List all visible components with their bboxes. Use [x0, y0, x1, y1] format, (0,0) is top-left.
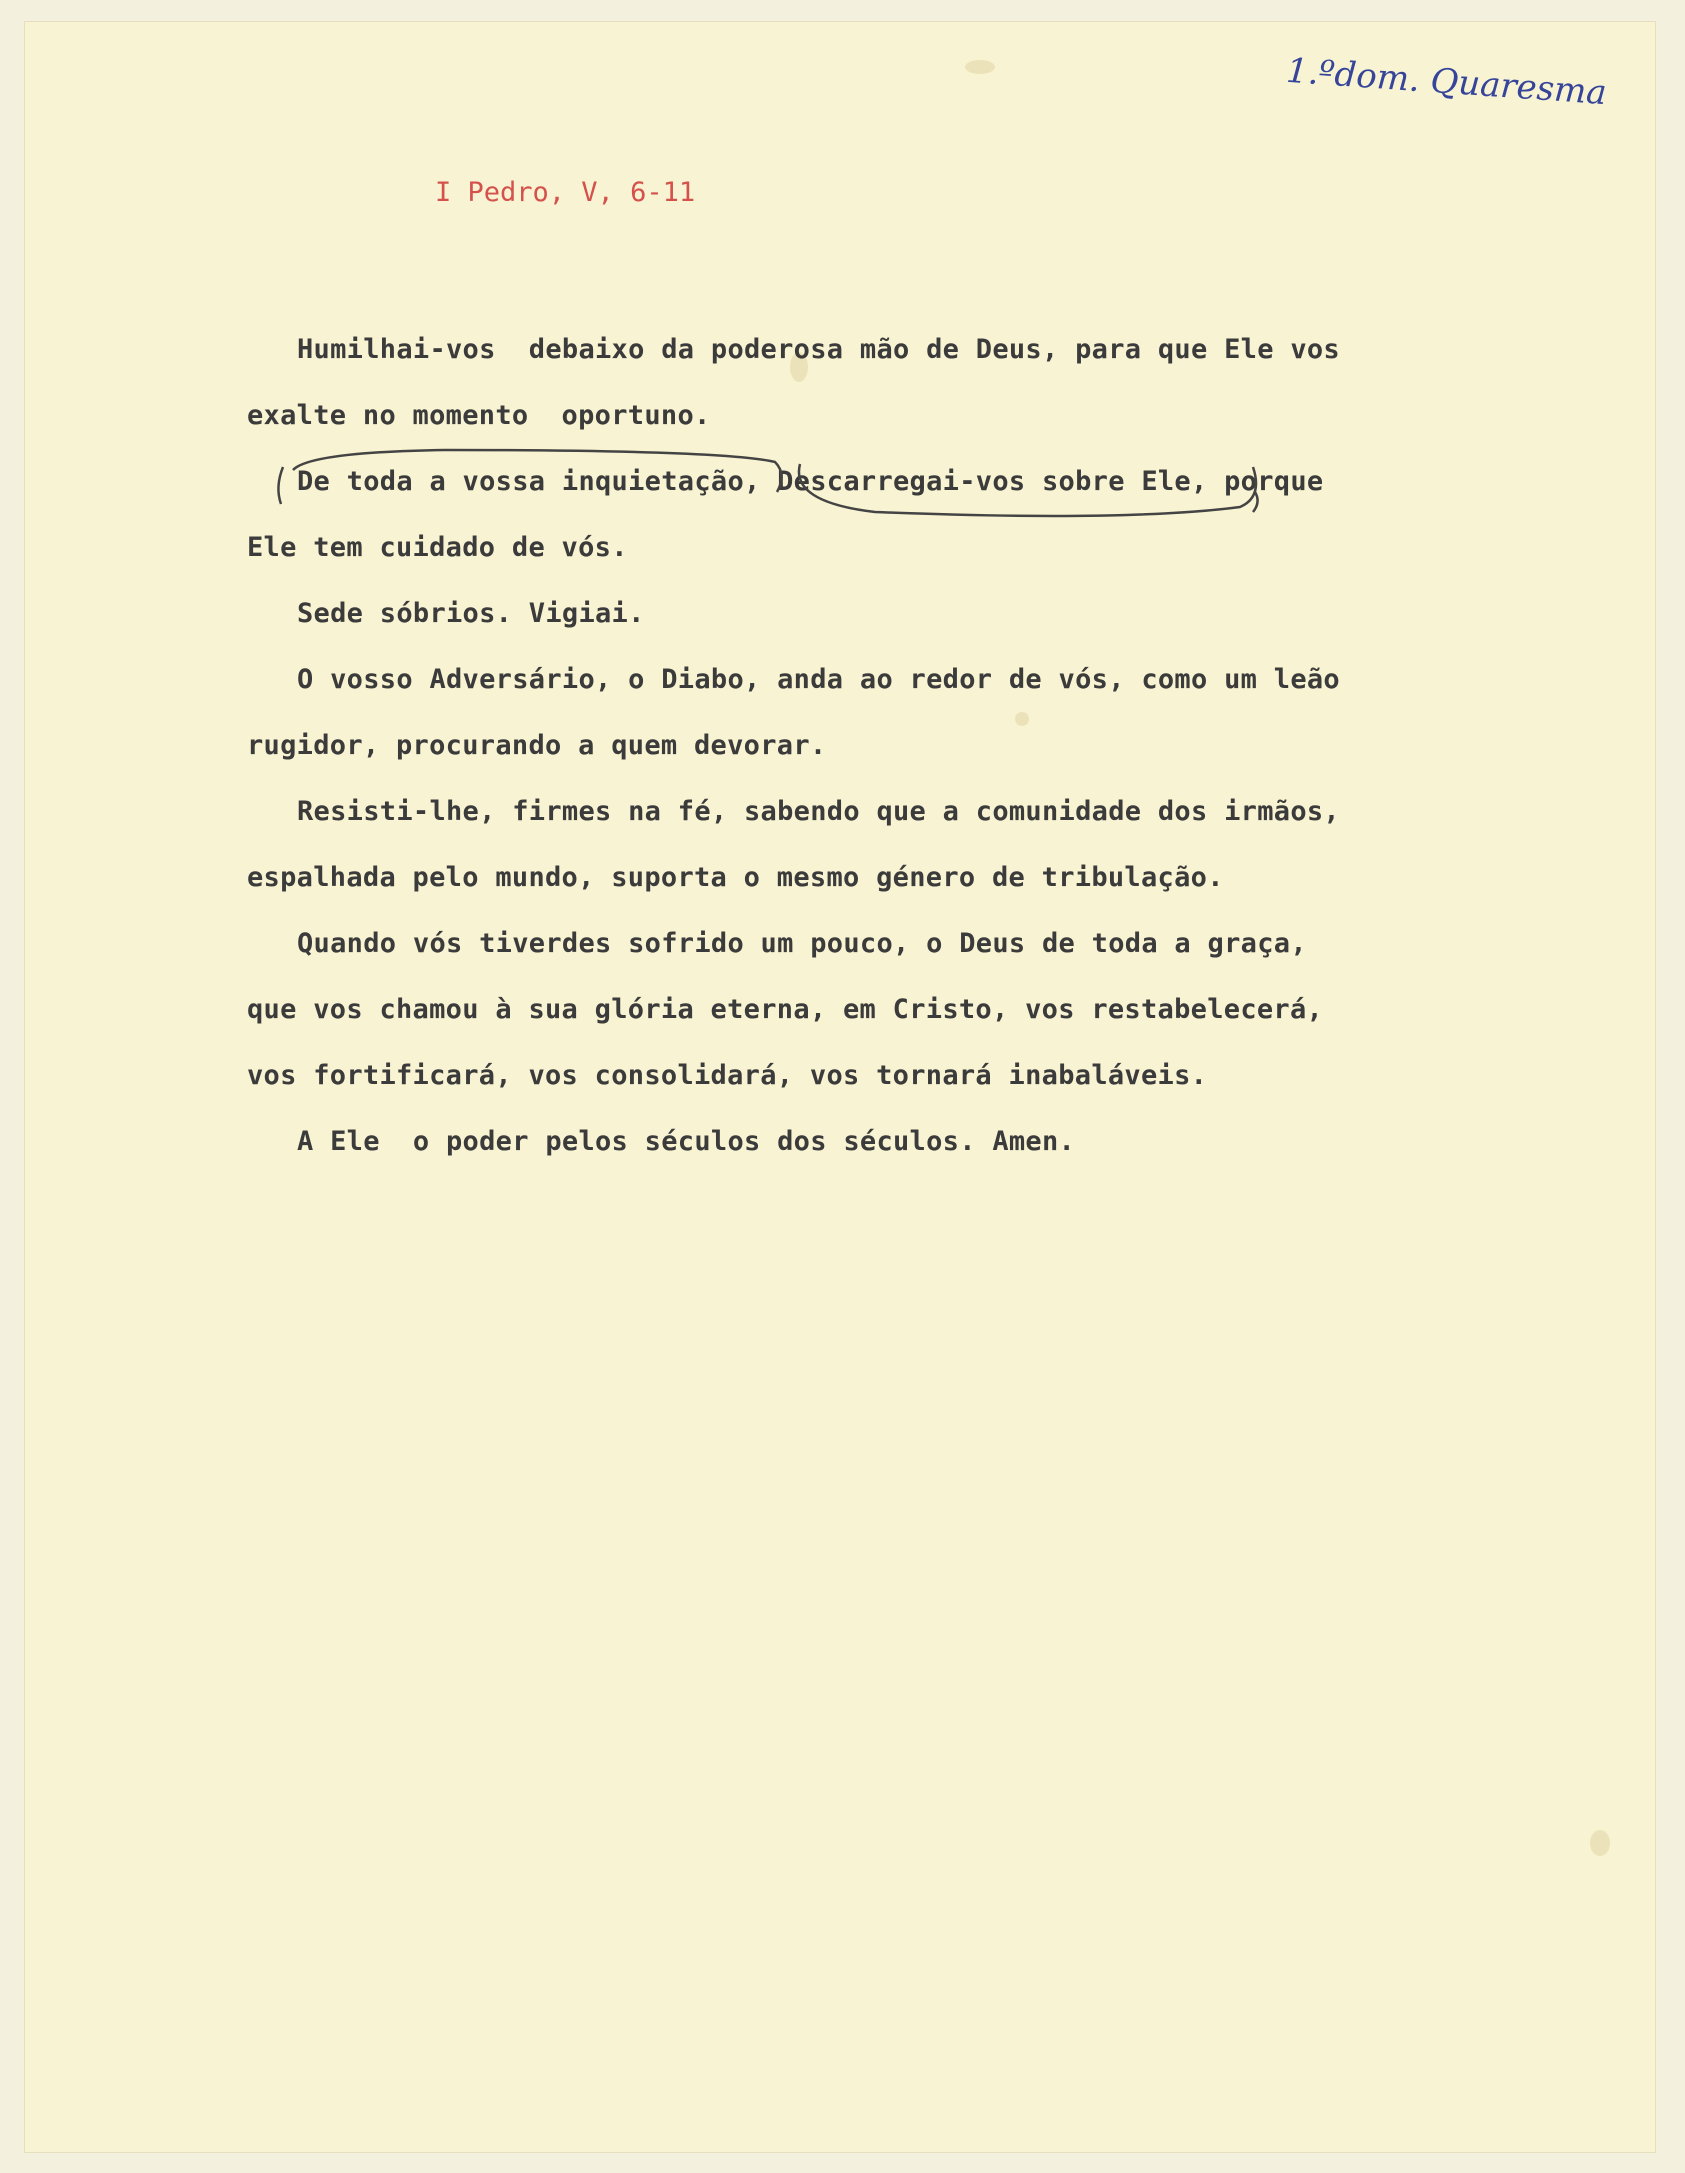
handwritten-note: 1.ºdom. Quaresma — [1285, 50, 1609, 114]
text-line: rugidor, procurando a quem devorar. — [247, 730, 827, 761]
text-line: espalhada pelo mundo, suporta o mesmo género de tribulação. — [247, 862, 1224, 893]
text-line: exalte no momento oportuno. — [247, 400, 711, 431]
text-line: que vos chamou à sua glória eterna, em Cristo, vos restabelecerá, — [247, 994, 1324, 1025]
text-line: O vosso Adversário, o Diabo, anda ao redor de vós, como um leão — [297, 664, 1340, 695]
paper-stain — [1015, 712, 1029, 726]
paper-stain — [965, 60, 995, 74]
text-line: Resisti-lhe, firmes na fé, sabendo que a comunidade dos irmãos, — [297, 796, 1340, 827]
text-line: Quando vós tiverdes sofrido um pouco, o Deus de toda a graça, — [297, 928, 1307, 959]
text-line: Sede sóbrios. Vigiai. — [297, 598, 645, 629]
text-line: Humilhai-vos debaixo da poderosa mão de Deus, para que Ele vos — [297, 334, 1340, 365]
text-line: A Ele o poder pelos séculos dos séculos. Amen. — [297, 1126, 1076, 1157]
paper-stain — [1590, 1830, 1610, 1856]
scripture-reference: I Pedro, V, 6-11 — [435, 177, 696, 208]
text-line: Ele tem cuidado de vós. — [247, 532, 628, 563]
document-page — [25, 22, 1655, 2152]
pencil-bracket-left — [278, 467, 283, 504]
text-line: De toda a vossa inquietação, Descarregai-vos sobre Ele, porque — [297, 466, 1324, 497]
text-line: vos fortificará, vos consolidará, vos tornará inabaláveis. — [247, 1060, 1208, 1091]
